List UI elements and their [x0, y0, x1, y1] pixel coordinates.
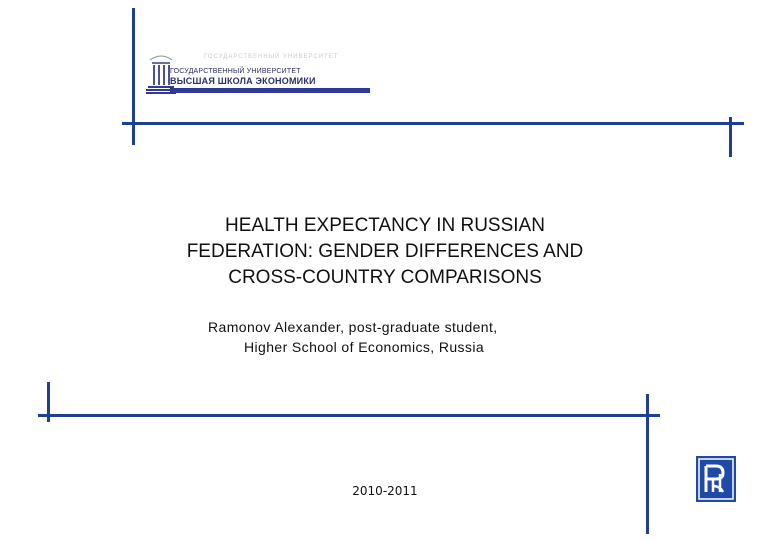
top-horizontal-line: [122, 122, 744, 125]
bottom-horizontal-line: [38, 414, 660, 417]
title-line-1: HEALTH EXPECTANCY IN RUSSIAN: [225, 215, 545, 236]
author-name: Ramonov Alexander, post-graduate student,: [208, 319, 498, 335]
university-logo: [146, 50, 372, 96]
author-affiliation: Higher School of Economics, Russia: [244, 339, 485, 355]
academic-year: 2010-2011: [352, 484, 418, 498]
logo-underline-bar: [170, 88, 370, 93]
title-line-3: CROSS-COUNTRY COMPARISONS: [228, 267, 542, 288]
hse-emblem-icon: [696, 456, 736, 502]
top-right-vertical-line: [729, 117, 732, 157]
presentation-title: [110, 213, 660, 291]
logo-university-text: ГОСУДАРСТВЕННЫЙ УНИВЕРСИТЕТ: [170, 68, 301, 75]
logo-school-name: ВЫСШАЯ ШКОЛА ЭКОНОМИКИ: [170, 76, 316, 86]
logo-ghost-text: ГОСУДАРСТВЕННЫЙ УНИВЕРСИТЕТ: [204, 54, 339, 60]
bottom-right-vertical-line: [646, 394, 649, 534]
author-block: [208, 317, 548, 357]
title-line-2: FEDERATION: GENDER DIFFERENCES AND: [186, 241, 584, 262]
